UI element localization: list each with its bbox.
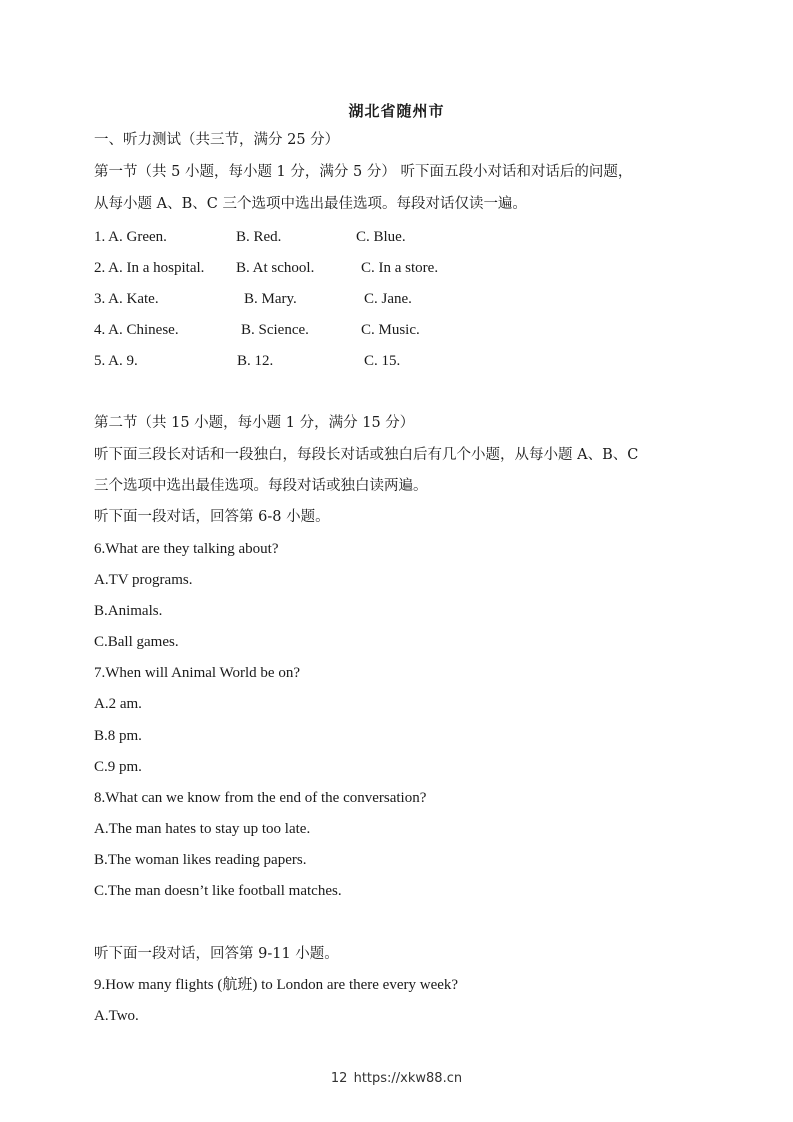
question-6-option-c: C.Ball games. (94, 634, 179, 650)
option-c: C. In a store. (361, 260, 439, 276)
option-b: B. Mary. (244, 291, 297, 307)
question-6-stem: 6.What are they talking about? (94, 541, 279, 557)
option-b: B. Science. (241, 322, 309, 338)
part1-intro-line2: 从每小题 A、B、C 三个选项中选出最佳选项。每段对话仅读一遍。 (94, 196, 527, 212)
group1-instruction: 听下面一段对话，回答第 6-8 小题。 (94, 509, 330, 525)
question-9-option-a: A.Two. (94, 1008, 139, 1024)
question-6-option-a: A.TV programs. (94, 572, 193, 588)
question-8-stem: 8.What can we know from the end of the conversation? (94, 790, 427, 806)
part2-intro-line2: 三个选项中选出最佳选项。每段对话或独白读两遍。 (94, 478, 428, 494)
option-c: C. Music. (361, 322, 420, 338)
question-row-3 (94, 289, 694, 309)
option-a: 4. A. Chinese. (94, 322, 179, 338)
option-b: B. 12. (237, 353, 274, 369)
question-row-1 (94, 227, 694, 247)
part2-intro-line1: 听下面三段长对话和一段独白，每段长对话或独白后有几个小题，从每小题 A、B、C (94, 447, 639, 463)
question-7-option-a: A.2 am. (94, 696, 142, 712)
question-7-option-c: C.9 pm. (94, 759, 142, 775)
part2-heading: 第二节（共 15 小题，每小题 1 分，满分 15 分） (94, 415, 415, 431)
part1-intro-line1: 第一节（共 5 小题，每小题 1 分，满分 5 分） 听下面五段小对话和对话后的问题， (94, 164, 633, 180)
question-7-option-b: B.8 pm. (94, 728, 142, 744)
question-8-option-c: C.The man doesn’t like football matches. (94, 883, 342, 899)
question-9-stem: 9.How many flights (航班) to London are there every week? (94, 977, 459, 993)
option-a: 1. A. Green. (94, 229, 167, 245)
option-a: 3. A. Kate. (94, 291, 159, 307)
question-row-4 (94, 320, 694, 340)
option-a: 5. A. 9. (94, 353, 138, 369)
question-6-option-b: B.Animals. (94, 603, 163, 619)
page-number: 12 (330, 1071, 348, 1086)
footer-url-link[interactable]: https://xkw88.cn (353, 1071, 463, 1086)
question-row-2 (94, 258, 694, 278)
page-footer (0, 1071, 793, 1086)
section-heading: 一、听力测试（共三节，满分 25 分） (94, 132, 340, 148)
option-c: C. Blue. (356, 229, 406, 245)
option-c: C. 15. (364, 353, 401, 369)
question-row-5 (94, 351, 694, 371)
question-7-stem: 7.When will Animal World be on? (94, 665, 300, 681)
group2-instruction: 听下面一段对话，回答第 9-11 小题。 (94, 946, 339, 962)
option-b: B. Red. (236, 229, 282, 245)
page-title: 湖北省随州市 (348, 102, 445, 120)
option-c: C. Jane. (364, 291, 412, 307)
option-b: B. At school. (236, 260, 315, 276)
option-a: 2. A. In a hospital. (94, 260, 205, 276)
question-8-option-b: B.The woman likes reading papers. (94, 852, 307, 868)
question-8-option-a: A.The man hates to stay up too late. (94, 821, 311, 837)
